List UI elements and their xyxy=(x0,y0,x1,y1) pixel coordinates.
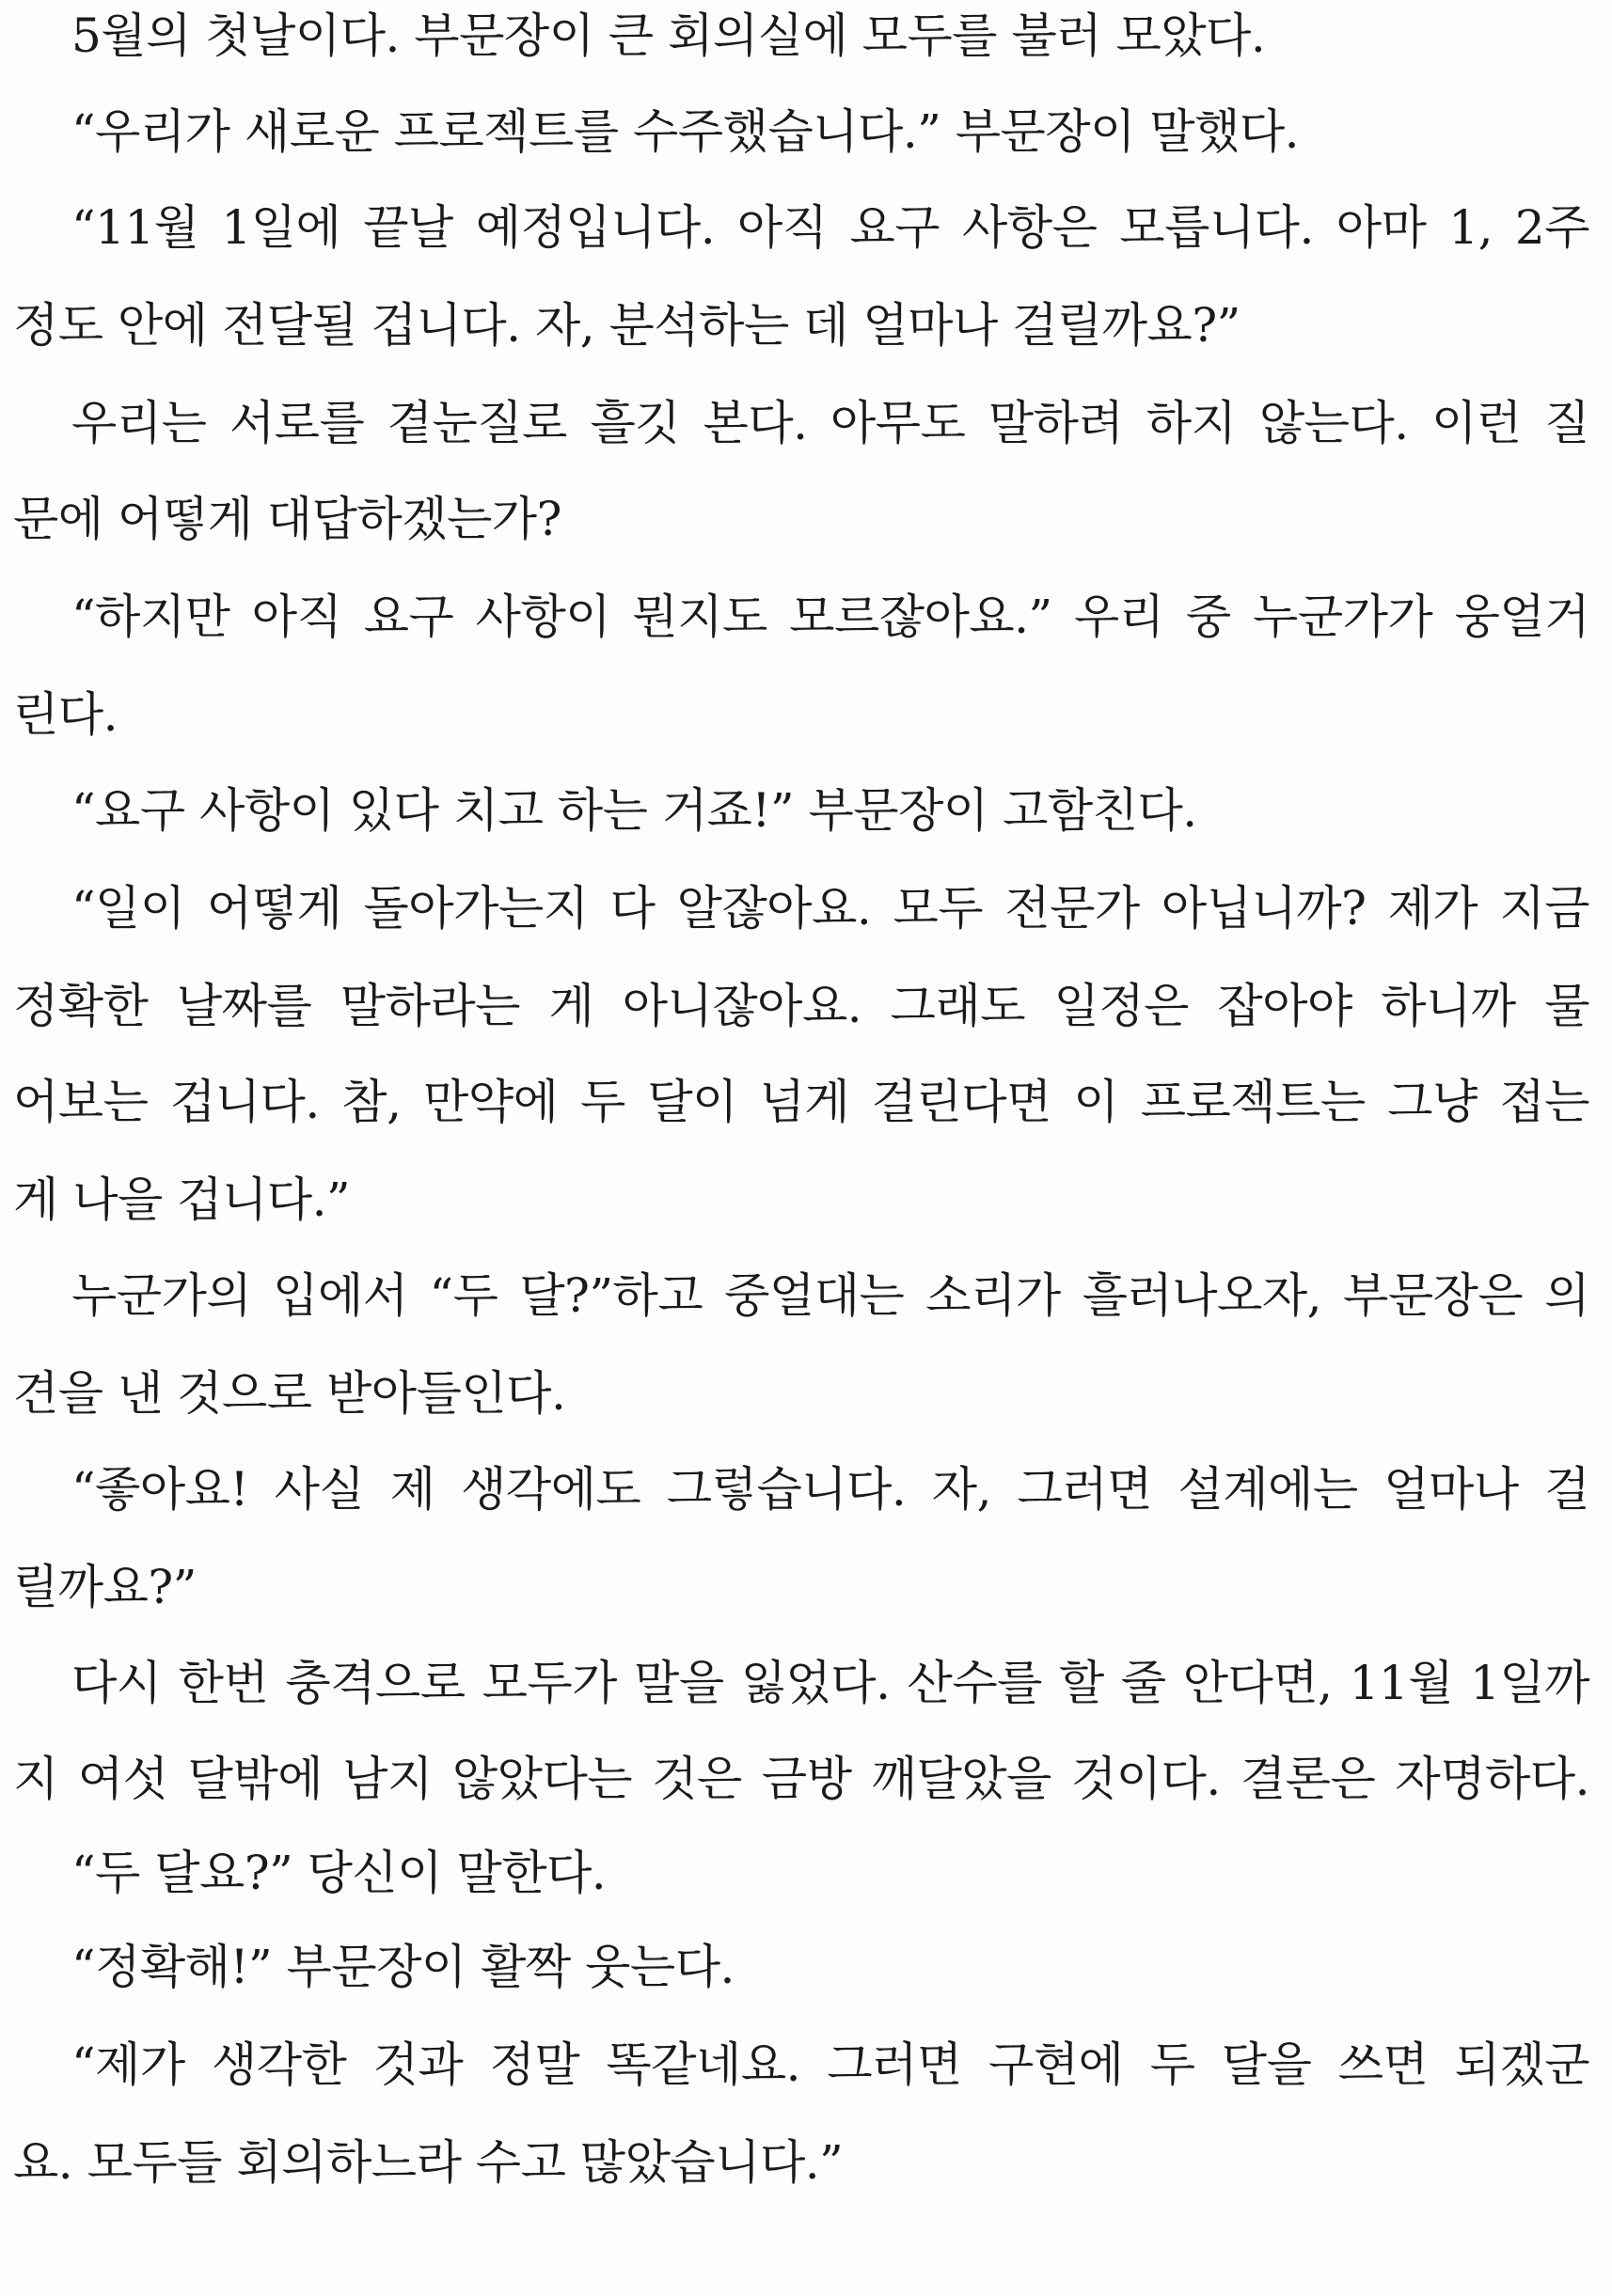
text-line-2: “우리가 새로운 프로젝트를 수주했습니다.” 부문장이 말했다. xyxy=(71,104,1300,159)
text-line-3: “11월 1일에 끝날 예정입니다. 아직 요구 사항은 모릅니다. 아마 1, 2주 xyxy=(71,200,1589,255)
text-line-18: 다시 한번 충격으로 모두가 말을 잃었다. 산수를 할 줄 안다면, 11월 1일까 xyxy=(71,1656,1589,1710)
text-line-20: “두 달요?” 당신이 말한다. xyxy=(71,1846,607,1900)
text-line-16: “좋아요! 사실 제 생각에도 그렇습니다. 자, 그러면 설계에는 얼마나 걸 xyxy=(71,1462,1589,1517)
text-line-21: “정확해!” 부문장이 활짝 웃는다. xyxy=(71,1940,735,1994)
text-line-10: “일이 어떻게 돌아가는지 다 알잖아요. 모두 전문가 아닙니까? 제가 지금 xyxy=(71,881,1589,936)
text-line-5: 우리는 서로를 곁눈질로 흘깃 본다. 아무도 말하려 하지 않는다. 이런 질 xyxy=(71,396,1589,450)
text-line-17: 릴까요?” xyxy=(13,1560,197,1614)
text-line-12: 어보는 겁니다. 참, 만약에 두 달이 넘게 걸린다면 이 프로젝트는 그냥 접는 xyxy=(13,1075,1589,1129)
text-line-7: “하지만 아직 요구 사항이 뭔지도 모르잖아요.” 우리 중 누군가가 웅얼거 xyxy=(71,590,1589,644)
text-line-14: 누군가의 입에서 “두 달?”하고 중얼대는 소리가 흘러나오자, 부문장은 의 xyxy=(71,1268,1589,1323)
text-line-15: 견을 낸 것으로 받아들인다. xyxy=(13,1366,566,1421)
text-line-1: 5월의 첫날이다. 부문장이 큰 회의실에 모두를 불러 모았다. xyxy=(71,8,1266,63)
text-line-19: 지 여섯 달밖에 남지 않았다는 것은 금방 깨달았을 것이다. 결론은 자명하다. xyxy=(13,1752,1589,1806)
text-line-22: “제가 생각한 것과 정말 똑같네요. 그러면 구현에 두 달을 쓰면 되겠군 xyxy=(71,2037,1589,2092)
text-line-8: 린다. xyxy=(13,687,118,742)
text-line-23: 요. 모두들 회의하느라 수고 많았습니다.” xyxy=(13,2135,844,2190)
text-line-4: 정도 안에 전달될 겁니다. 자, 분석하는 데 얼마나 걸릴까요?” xyxy=(13,298,1241,353)
text-line-6: 문에 어떻게 대답하겠는가? xyxy=(13,492,561,546)
text-line-9: “요구 사항이 있다 치고 하는 거죠!” 부문장이 고함친다. xyxy=(71,783,1197,838)
text-line-11: 정확한 날짜를 말하라는 게 아니잖아요. 그래도 일정은 잡아야 하니까 물 xyxy=(13,979,1589,1033)
text-line-13: 게 나을 겁니다.” xyxy=(13,1172,351,1227)
